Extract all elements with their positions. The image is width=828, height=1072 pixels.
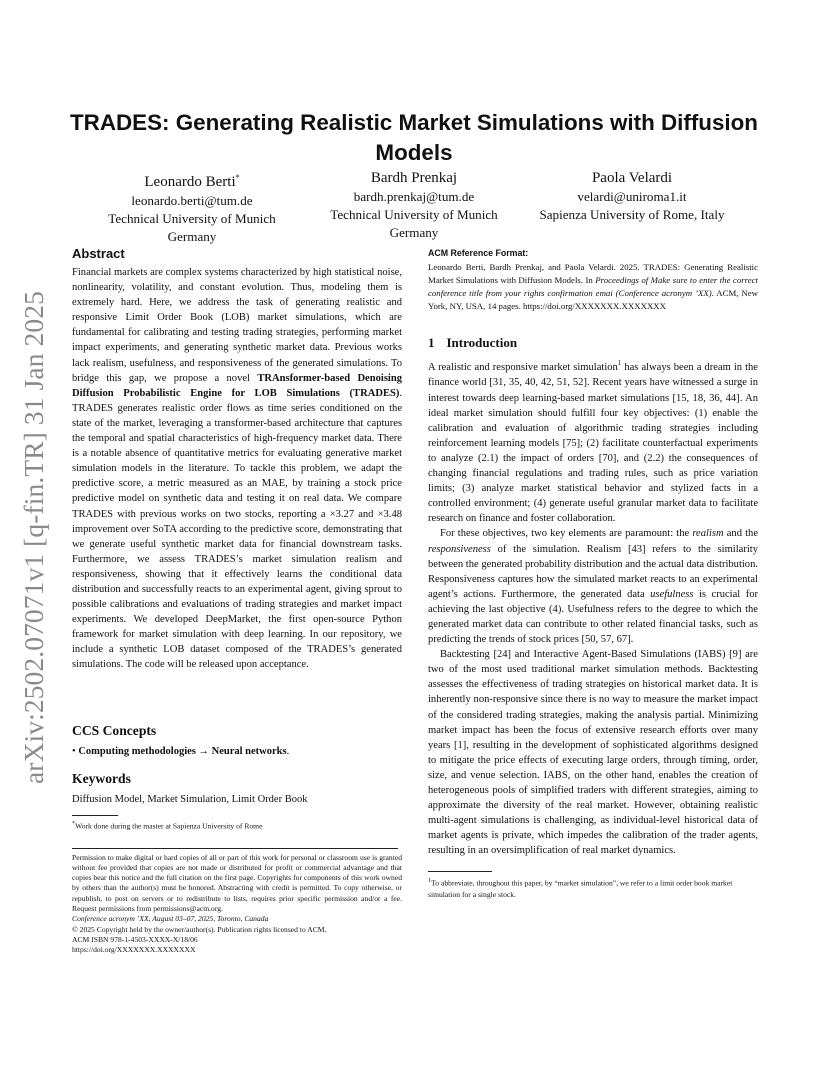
ccs-concepts-text: • Computing methodologies → Neural networks. bbox=[72, 746, 290, 757]
intro-paragraph-1: A realistic and responsive market simulation$^1$ has always been a dream in the finance world [31, 35, 40, 42, 51, 52]. Recent years have witnessed a surge in interest towards deep learning-based market simulations [15, 18, 36, 44]. An ideal market simulation should fulfill four key objectives: (1) enable the calibration and evaluation of algorithmic trading strategies including reinforcement learning models [75]; (2) facilitate counterfactual experiments to analyze (2.1) the impact of orders [70], and (2.2) the consequences of changing financial regulations and trading rules, such as price variation limits; (3) analyze market statistical behavior and stylized facts in a controlled environment; (4) generate useful granular market data to facilitate research on finance and foster collaboration. bbox=[428, 359, 758, 525]
author-block-berti bbox=[92, 168, 292, 246]
intro-paragraph-2: For these objectives, two key elements are paramount: the realism and the responsiveness of the simulation. Realism [43] refers to the similarity between the generated probability distribution and the actual data distribution. Responsiveness captures how the simulated market reacts to an experimental agent’s actions. Furthermore, the generated data usefulness is crucial for achieving the last objective (4). Usefulness refers to the degree to which the generated market data can contribute to other related financial tasks, such as predicting the trends of stock prices [50, 57, 67]. bbox=[428, 528, 759, 646]
author-name: Leonardo Berti bbox=[144, 174, 236, 190]
footnote-1: $^1$To abbreviate, throughout this paper, by “market simulation”, we refer to a limit order book market simulation for a single stock. bbox=[428, 877, 733, 899]
author-block-prenkaj bbox=[314, 168, 514, 242]
intro-paragraph-3: Backtesting [24] and Interactive Agent-Based Simulations (IABS) [9] are two of the most used traditional market simulation methods. Backtesting assesses the effectiveness of trading strategies on historical market data. It is inherently non-responsive since there is no way to measure the market impact of the considered trading strategies, making the analysis partial. Minimizing market impact has been the focus of extensive research efforts over many years [1], resulting in the development of sophisticated algorithms designed to mitigate the price effects of executing large orders, through timing, order, size, and venue selection. IABS, on the other hand, enables the creation of heterogeneous pools of simplified traders with different strategies, aiming to approximate the diversity of the real market. However, obtaining realistic multi-agent simulations is challenging, as individual-level historical data of market agents is private, which impedes the calibration of the trader agents, resulting in an oversimplification of real market dynamics. bbox=[428, 649, 758, 857]
acm-reference-heading: ACM Reference Format: bbox=[428, 248, 529, 258]
left-column bbox=[72, 246, 402, 956]
copyright-line: © 2025 Copyright held by the owner/author(s). Publication rights licensed to ACM. bbox=[72, 924, 327, 934]
author-name: Bardh Prenkaj bbox=[370, 170, 458, 186]
abstract-text: Financial markets are complex systems characterized by high statistical noise, nonlinearity, volatility, and constant evolution. Thus, modeling them is extremely hard. Here, we address the task of generating realistic and responsive Limit Order Book (LOB) market simulations, which are fundamental for calibrating and testing trading strategies, performing market impact experiments, and generating synthetic market data. Previous works lack realism, usefulness, and responsiveness of the generated simulations. To bridge this gap, we propose a novel TRAnsformer-based Denoising Diffusion Probabilistic Engine for LOB Simulations (TRADES). TRADES generates realistic order flows as time series conditioned on the state of the market, leveraging a transformer-based architecture that captures the temporal and spatial characteristics of high-frequency market data. There is a notable absence of quantitative metrics for evaluating generative market simulation models in the literature. To tackle this problem, we adapt the predictive score, a metric measured as an MAE, by training a stock price predictive model on synthetic data and testing it on real data. We compare TRADES with previous works on two stocks, reporting a ×3.27 and ×3.48 improvement over SoTA according to the predictive score, demonstrating that we generate useful synthetic market data for financial downstream tasks. Furthermore, we assess TRADES’s market simulation realism and responsiveness, showing that it effectively learns the conditional data distribution and successfully reacts to an experimental agent, giving sprout to possible calibrations and evaluations of trading strategies and market impact experiments. We developed DeepMarket, the first open-source Python framework for market simulation with deep learning. In our repository, we include a synthetic LOB dataset composed of the TRADES’s generated simulations. The code will be released upon acceptance. bbox=[72, 267, 402, 671]
author-footnote-mark: * bbox=[235, 173, 240, 182]
author-block-velardi bbox=[532, 168, 732, 224]
author-email: velardi@uniroma1.it bbox=[577, 189, 687, 204]
author-affiliation: Sapienza University of Rome, Italy bbox=[539, 207, 725, 222]
keywords-text: Diffusion Model, Market Simulation, Limit Order Book bbox=[72, 794, 308, 805]
author-name: Paola Velardi bbox=[591, 170, 673, 186]
permission-divider bbox=[72, 848, 398, 849]
introduction-heading: 1 Introduction bbox=[428, 335, 518, 351]
ccs-concepts-heading: CCS Concepts bbox=[72, 723, 157, 738]
arxiv-identifier-stamp: arXiv:2502.07071v1 [q-fin.TR] 31 Jan 2025 bbox=[18, 291, 49, 784]
author-affiliation: Technical University of Munich bbox=[330, 207, 498, 222]
abstract-heading: Abstract bbox=[72, 246, 125, 261]
bullet-icon: • bbox=[72, 746, 76, 757]
permission-notice: Permission to make digital or hard copies of all or part of this work for personal or classroom use is granted without fee provided that copies are not made or distributed for profit or commercial advantage and that copies bear this notice and the full citation on the first page. Copyrights for components of this work owned by others than the author(s) must be honored. Abstracting with credit is permitted. To copy otherwise, or republish, to post on servers or to redistribute to lists, requires prior specific permission and/or a fee. Request permissions from permissions@acm.org. bbox=[72, 852, 402, 914]
section-number: 1 bbox=[428, 335, 435, 351]
author-email: leonardo.berti@tum.de bbox=[131, 193, 253, 208]
doi-link[interactable]: https://doi.org/XXXXXXX.XXXXXXX bbox=[72, 945, 196, 955]
footnote-divider bbox=[72, 815, 118, 816]
keywords-heading: Keywords bbox=[72, 771, 131, 786]
footnote-divider bbox=[428, 871, 492, 872]
isbn-line: ACM ISBN 978-1-4503-XXXX-X/18/06 bbox=[72, 934, 198, 944]
author-affiliation: Technical University of Munich bbox=[108, 211, 276, 226]
author-country: Germany bbox=[389, 225, 439, 240]
acronym-expansion: TRAnsformer-based Denoising Diffusion Probabilistic Engine for LOB Simulations (TRADES) bbox=[72, 372, 402, 399]
right-column bbox=[428, 248, 758, 900]
footnote-ref[interactable]: 1 bbox=[617, 359, 622, 368]
acm-reference-text: Leonardo Berti, Bardh Prenkaj, and Paola Velardi. 2025. TRADES: Generating Realistic Market Simulations with Diffusion Models. In Proceedings of Make sure to enter the correct conference title from your rights confirmation emai (Conference acronym ’XX). ACM, New York, NY, USA, 14 pages. https://doi.org/XXXXXXX.XXXXXXX bbox=[428, 262, 759, 312]
conference-line: Conference acronym ’XX, August 03–07, 2025, Toronto, Canada bbox=[72, 914, 269, 924]
author-email: bardh.prenkaj@tum.de bbox=[353, 189, 475, 204]
author-country: Germany bbox=[167, 229, 217, 244]
author-footnote: *Work done during the master at Sapienza University of Rome bbox=[72, 820, 263, 831]
paper-title: TRADES: Generating Realistic Market Simulations with Diffusion Models bbox=[70, 110, 758, 165]
